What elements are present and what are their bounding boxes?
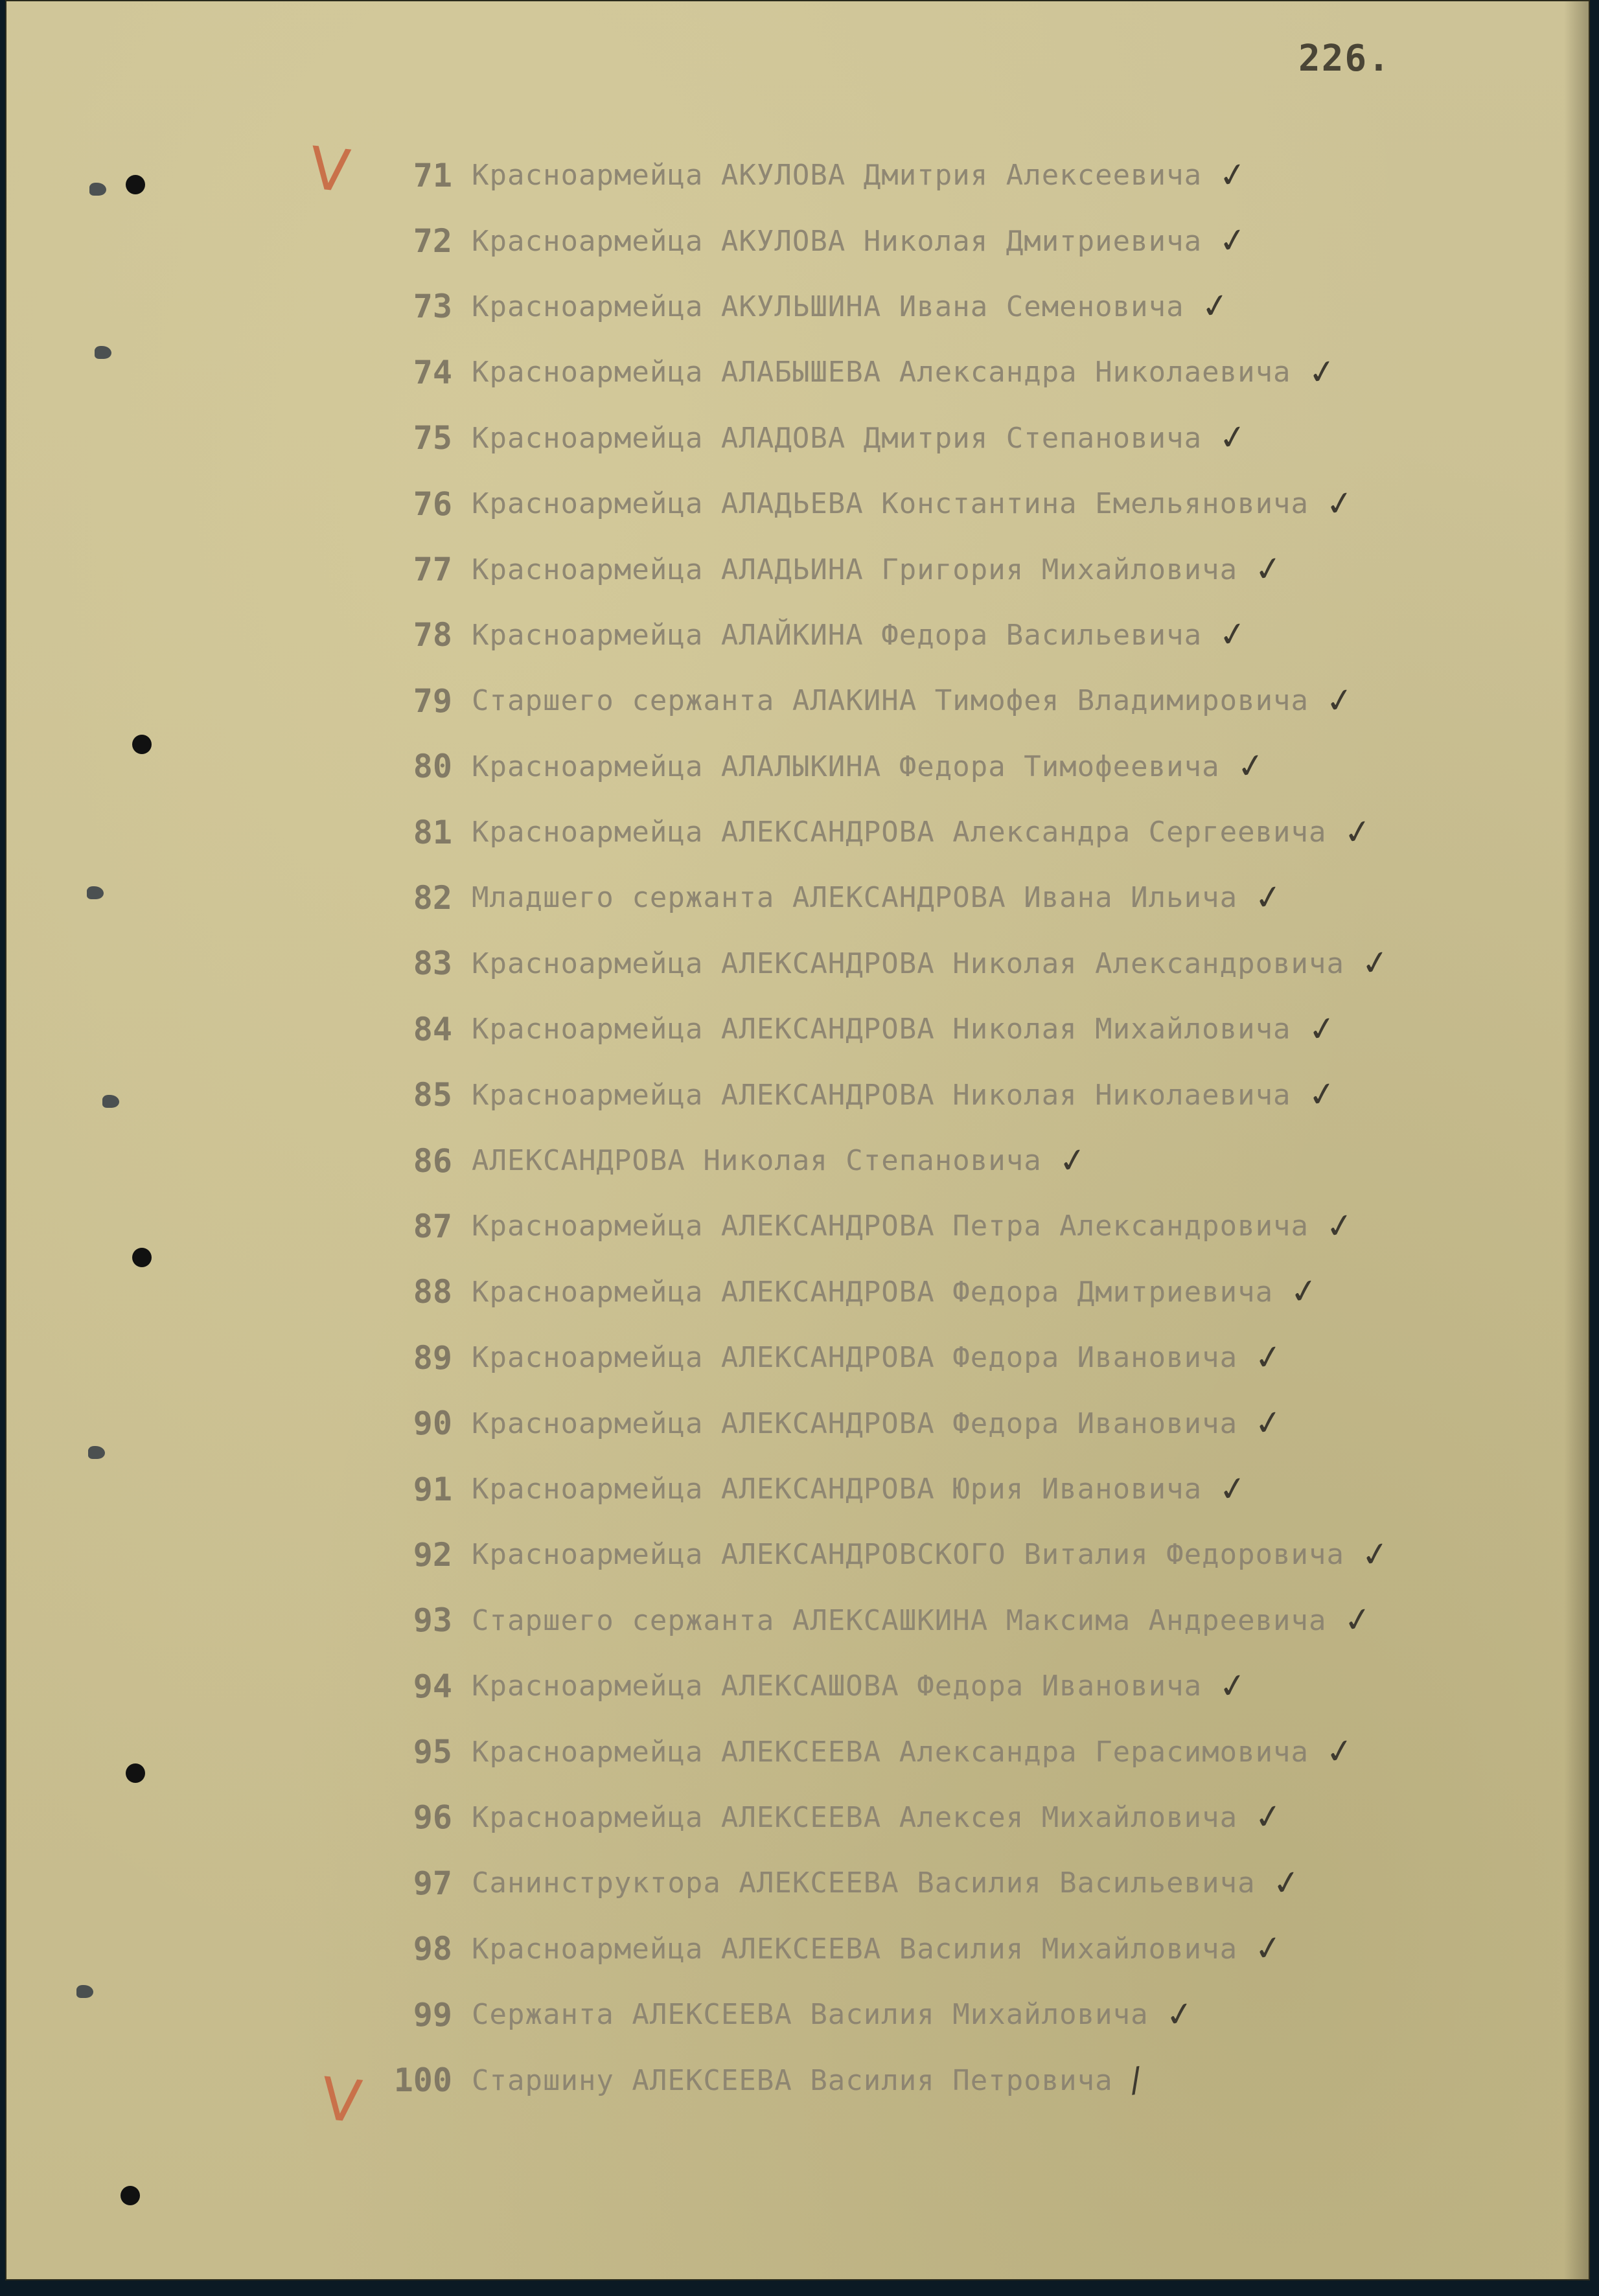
check-mark-icon: / [1127, 2060, 1144, 2100]
check-mark-icon: ✓ [1323, 482, 1357, 525]
entry-number: 73 [413, 288, 452, 326]
entry-text: Старшину АЛЕКСЕЕВА Василия Петровича [472, 2063, 1113, 2097]
check-mark-icon: ✓ [1305, 351, 1339, 394]
entry-number: 72 [413, 222, 452, 260]
entry-text: Младшего сержанта АЛЕКСАНДРОВА Ивана Ильича [472, 881, 1238, 915]
entry-text: Красноармейца АКУЛЬШИНА Ивана Семеновича [472, 290, 1184, 323]
entry-text: Красноармейца АЛЕКСЕЕВА Василия Михайловича [472, 1932, 1238, 1966]
entry-text: Красноармейца АЛЕКСАНДРОВА Николая Николаевича [472, 1078, 1291, 1112]
entry-number: 86 [413, 1142, 452, 1180]
entry-number: 75 [413, 419, 452, 457]
entry-text: Старшего сержанта АЛЕКСАШКИНА Максима Андреевича [472, 1603, 1327, 1637]
entry-text: Красноармейца АЛАЙКИНА Федора Васильевича [472, 618, 1202, 652]
list-item [368, 339, 1547, 405]
list-item [368, 1390, 1547, 1456]
check-mark-icon: ✓ [1162, 1993, 1197, 2036]
check-mark-icon: ✓ [1055, 1139, 1090, 1182]
entry-text: Красноармейца АЛЕКСЕЕВА Алексея Михайловича [472, 1800, 1238, 1834]
list-item [368, 1193, 1547, 1259]
check-mark-icon: ✓ [1287, 1270, 1321, 1314]
entry-number: 82 [413, 878, 452, 917]
check-mark-icon: ✓ [1305, 1073, 1339, 1116]
entry-number: 84 [413, 1010, 452, 1048]
entry-text: Красноармейца АЛЕКСАНДРОВА Николая Александровича [472, 947, 1345, 980]
paper-speck [95, 346, 111, 359]
check-mark-icon: ✓ [1252, 1336, 1285, 1379]
entry-number: 76 [413, 485, 452, 523]
entry-number: 81 [413, 813, 452, 851]
list-item [368, 1719, 1547, 1784]
list-item [368, 2047, 1547, 2113]
entry-number: 74 [413, 353, 452, 391]
list-item [368, 1916, 1547, 1982]
list-item [368, 406, 1547, 471]
list-item [368, 471, 1547, 536]
entry-text: Сержанта АЛЕКСЕЕВА Василия Михайловича [472, 1998, 1149, 2032]
orange-check-mark: V [317, 2065, 365, 2137]
check-mark-icon: ✓ [1252, 548, 1285, 591]
entry-text: Красноармейца АЛЕКСАНДРОВА Федора Ивановича [472, 1341, 1238, 1375]
list-item [368, 208, 1547, 273]
list-item [368, 1653, 1547, 1719]
list-item [368, 931, 1547, 996]
list-item [368, 1062, 1547, 1127]
list-item [368, 799, 1547, 865]
check-mark-icon: ✓ [1234, 745, 1268, 788]
entry-text: Красноармейца АЛАБЫШЕВА Александра Николаевича [472, 356, 1291, 389]
check-mark-icon: ✓ [1323, 1730, 1357, 1773]
list-item [368, 1128, 1547, 1193]
paper-speck [89, 183, 106, 196]
roster-list [368, 143, 1547, 2113]
entry-text: Старшего сержанта АЛАКИНА Тимофея Владимировича [472, 684, 1309, 718]
entry-number: 93 [413, 1601, 452, 1640]
list-item [368, 865, 1547, 930]
page-number: 226. [1298, 38, 1391, 80]
entry-number: 89 [413, 1338, 452, 1377]
entry-text: АЛЕКСАНДРОВА Николая Степановича [472, 1144, 1042, 1178]
list-item [368, 603, 1547, 668]
entry-text: Красноармейца АЛЕКСАНДРОВСКОГО Виталия Федоровича [472, 1538, 1345, 1572]
list-item [368, 996, 1547, 1062]
entry-text: Красноармейца АЛЕКСАНДРОВА Александра Сергеевича [472, 816, 1327, 849]
entry-number: 91 [413, 1470, 452, 1508]
list-item [368, 1785, 1547, 1850]
entry-number: 99 [413, 1995, 452, 2034]
entry-text: Красноармейца АКУЛОВА Дмитрия Алексеевича [472, 159, 1202, 192]
punch-hole [132, 1248, 152, 1267]
entry-number: 87 [413, 1207, 452, 1245]
check-mark-icon: ✓ [1305, 1008, 1339, 1051]
entry-number: 96 [413, 1798, 452, 1837]
check-mark-icon: ✓ [1323, 680, 1357, 722]
punch-hole [132, 735, 152, 754]
list-item [368, 1456, 1547, 1522]
list-item [368, 1588, 1547, 1653]
paper-speck [102, 1095, 119, 1108]
list-item [368, 668, 1547, 733]
check-mark-icon: ✓ [1340, 810, 1375, 854]
check-mark-icon: ✓ [1252, 1402, 1285, 1445]
check-mark-icon: ✓ [1216, 417, 1250, 459]
entry-text: Красноармейца АЛЕКСАНДРОВА Николая Михайловича [472, 1013, 1291, 1046]
entry-text: Красноармейца АКУЛОВА Николая Дмитриевича [472, 224, 1202, 258]
page-edge-shadow [1564, 0, 1590, 2280]
entry-text: Красноармейца АЛАДЬЕВА Константина Емельяновича [472, 487, 1309, 521]
list-item [368, 734, 1547, 799]
entry-number: 79 [413, 682, 452, 720]
entry-text: Красноармейца АЛЕКСАШОВА Федора Ивановича [472, 1670, 1202, 1703]
entry-number: 94 [413, 1667, 452, 1705]
entry-number: 100 [393, 2061, 452, 2100]
list-item [368, 1325, 1547, 1390]
entry-number: 83 [413, 945, 452, 983]
entry-number: 71 [413, 156, 452, 194]
punch-hole [126, 1763, 145, 1783]
entry-number: 97 [413, 1864, 452, 1902]
entry-number: 85 [413, 1076, 452, 1114]
entry-number: 92 [413, 1535, 452, 1574]
check-mark-icon: ✓ [1216, 614, 1250, 657]
punch-hole [126, 175, 145, 194]
check-mark-icon: ✓ [1359, 1533, 1392, 1576]
list-item [368, 143, 1547, 208]
check-mark-icon: ✓ [1252, 1796, 1285, 1839]
entry-text: Красноармейца АЛАДЬИНА Григория Михайловича [472, 553, 1238, 586]
check-mark-icon: ✓ [1216, 154, 1250, 197]
check-mark-icon: ✓ [1252, 877, 1285, 919]
list-item [368, 1982, 1547, 2047]
entry-text: Красноармейца АЛЕКСЕЕВА Александра Герасимовича [472, 1735, 1309, 1769]
check-mark-icon: ✓ [1198, 285, 1232, 328]
entry-text: Красноармейца АЛЕКСАНДРОВА Петра Александровича [472, 1210, 1309, 1243]
entry-number: 90 [413, 1405, 452, 1443]
check-mark-icon: ✓ [1269, 1862, 1304, 1905]
entry-text: Красноармейца АЛАЛЫКИНА Федора Тимофеевича [472, 750, 1220, 783]
entry-text: Красноармейца АЛЕКСАНДРОВА Юрия Ивановича [472, 1473, 1202, 1506]
punch-hole [121, 2186, 140, 2205]
entry-number: 77 [413, 551, 452, 589]
entry-number: 95 [413, 1733, 452, 1771]
check-mark-icon: ✓ [1340, 1599, 1375, 1642]
paper-speck [88, 1446, 105, 1459]
paper-speck [76, 1985, 93, 1998]
check-mark-icon: ✓ [1216, 1664, 1250, 1708]
list-item [368, 274, 1547, 339]
list-item [368, 1259, 1547, 1325]
paper-speck [87, 886, 104, 899]
check-mark-icon: ✓ [1216, 220, 1250, 262]
entry-text: Красноармейца АЛЕКСАНДРОВА Федора Ивановича [472, 1406, 1238, 1440]
check-mark-icon: ✓ [1252, 1927, 1285, 1970]
entry-text: Красноармейца АЛАДОВА Дмитрия Степановича [472, 421, 1202, 455]
list-item [368, 536, 1547, 602]
list-item [368, 1522, 1547, 1587]
entry-number: 80 [413, 748, 452, 786]
document-page [5, 0, 1590, 2280]
check-mark-icon: ✓ [1323, 1205, 1357, 1248]
entry-number: 78 [413, 616, 452, 654]
entry-number: 88 [413, 1273, 452, 1311]
list-item [368, 1850, 1547, 1916]
entry-number: 98 [413, 1930, 452, 1968]
entry-text: Санинструктора АЛЕКСЕЕВА Василия Васильевича [472, 1866, 1256, 1900]
orange-check-mark: V [306, 134, 353, 206]
check-mark-icon: ✓ [1216, 1467, 1250, 1511]
entry-text: Красноармейца АЛЕКСАНДРОВА Федора Дмитриевича [472, 1275, 1274, 1309]
check-mark-icon: ✓ [1359, 942, 1392, 985]
